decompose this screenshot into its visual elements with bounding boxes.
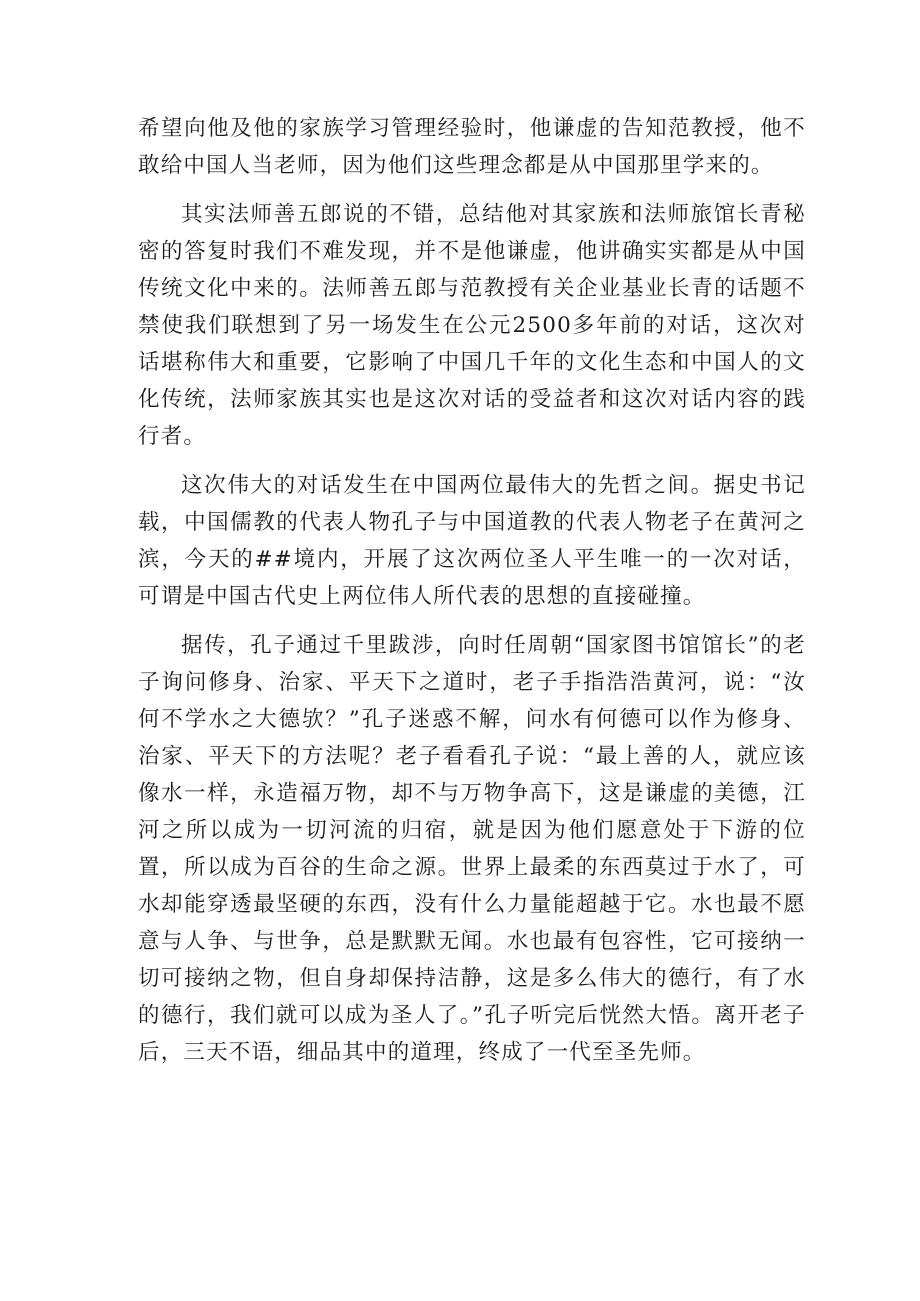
paragraph-1: 希望向他及他的家族学习管理经验时，他谦虚的告知范教授，他不敢给中国人当老师，因为他们这些理念都是从中国那里学来的。 xyxy=(138,116,806,178)
paragraph-2: 其实法师善五郎说的不错，总结他对其家族和法师旅馆长青秘密的答复时我们不难发现，并不是他谦虚，他讲确实实都是从中国传统文化中来的。法师善五郎与范教授有关企业基业长青的话题不禁使我们联想到了另一场发生在公元2500多年前的对话，这次对话堪称伟大和重要，它影响了中国几千年的文化生态和中国人的文化传统，法师家族其实也是这次对话的受益者和这次对话内容的践行者。 xyxy=(138,202,806,449)
document-body xyxy=(138,110,806,1083)
paragraph-3: 这次伟大的对话发生在中国两位最伟大的先哲之间。据史书记载，中国儒教的代表人物孔子与中国道教的代表人物老子在黄河之滨，今天的##境内，开展了这次两位圣人平生唯一的一次对话，可谓是中国古代史上两位伟人所代表的思想的直接碰撞。 xyxy=(138,473,806,609)
paragraph-4: 据传，孔子通过千里跋涉，向时任周朝“国家图书馆馆长”的老子询问修身、治家、平天下之道时，老子手指浩浩黄河，说：“汝何不学水之大德欤？”孔子迷惑不解，问水有何德可以作为修身、治家、平天下的方法呢？老子看看孔子说：“最上善的人，就应该像水一样，永造福万物，却不与万物争高下，这是谦虚的美德，江河之所以成为一切河流的归宿，就是因为他们愿意处于下游的位置，所以成为百谷的生命之源。世界上最柔的东西莫过于水了，可水却能穿透最坚硬的东西，没有什么力量能超越于它。水也最不愿意与人争、与世争，总是默默无闻。水也最有包容性，它可接纳一切可接纳之物，但自身却保持洁静，这是多么伟大的德行，有了水的德行，我们就可以成为圣人了。”孔子听完后恍然大悟。离开老子后，三天不语，细品其中的道理，终成了一代至圣先师。 xyxy=(138,633,806,1065)
